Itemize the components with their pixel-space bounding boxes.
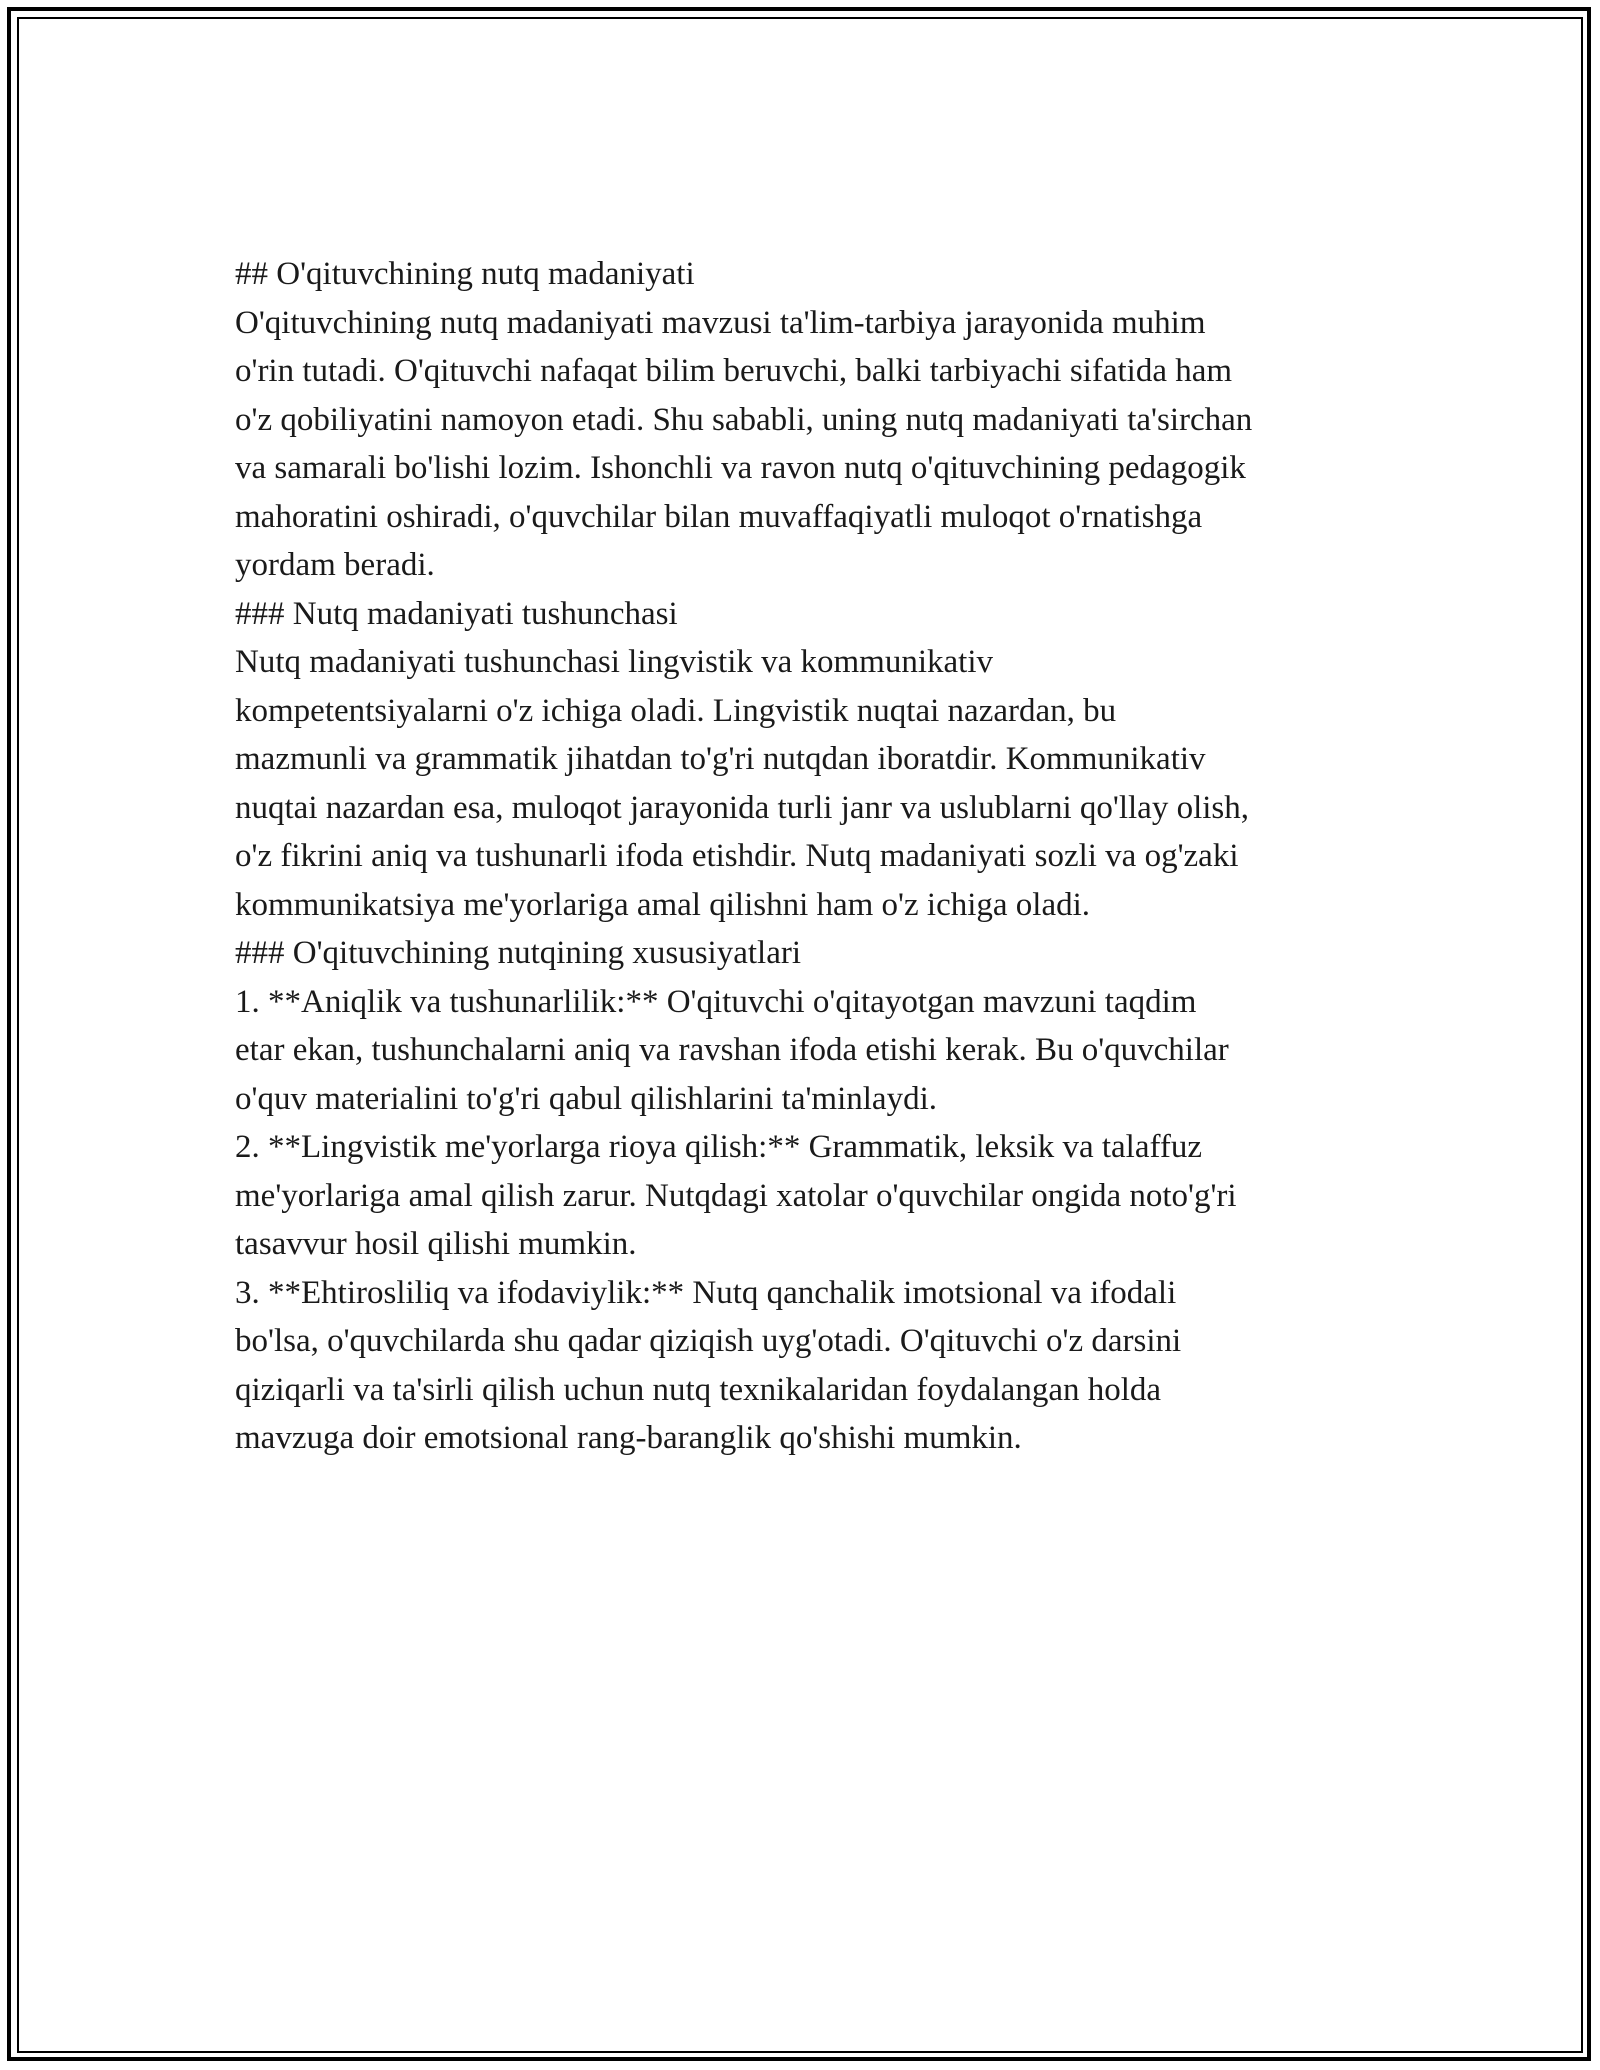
text-line: tasavvur hosil qilishi mumkin. bbox=[235, 1226, 637, 1262]
text-line: yordam beradi. bbox=[235, 547, 435, 583]
text-line: O'qituvchining nutq madaniyati mavzusi ta'lim-tarbiya jarayonida muhim bbox=[235, 304, 1206, 341]
list-item bbox=[235, 1269, 1375, 1463]
intro-paragraph bbox=[235, 299, 1375, 590]
text-line: mahoratini oshiradi, o'quvchilar bilan muvaffaqiyatli muloqot o'rnatishga bbox=[235, 498, 1203, 535]
heading-text: ### Nutq madaniyati tushunchasi bbox=[235, 595, 678, 632]
text-line: me'yorlariga amal qilish zarur. Nutqdagi xatolar o'quvchilar ongida noto'g'ri bbox=[235, 1177, 1237, 1214]
text-line: bo'lsa, o'quvchilarda shu qadar qiziqish uyg'otadi. O'qituvchi o'z darsini bbox=[235, 1323, 1182, 1359]
text-line: o'z qobiliyatini namoyon etadi. Shu sababli, uning nutq madaniyati ta'sirchan bbox=[235, 401, 1253, 438]
list-item bbox=[235, 1123, 1375, 1269]
text-line: 2. **Lingvistik me'yorlarga rioya qilish:** Grammatik, leksik va talaffuz bbox=[235, 1129, 1203, 1165]
text-line: mazmunli va grammatik jihatdan to'g'ri nutqdan iboratdir. Kommunikativ bbox=[235, 741, 1206, 777]
list-item bbox=[235, 978, 1375, 1124]
text-line: va samarali bo'lishi lozim. Ishonchli va ravon nutq o'qituvchining pedagogik bbox=[235, 450, 1246, 486]
text-line: 3. **Ehtirosliliq va ifodaviylik:** Nutq qanchalik imotsional va ifodali bbox=[235, 1274, 1177, 1311]
section-heading-concept bbox=[235, 590, 1375, 639]
text-line: kompetentsiyalarni o'z ichiga oladi. Lingvistik nuqtai nazardan, bu bbox=[235, 692, 1117, 729]
document-title bbox=[235, 250, 1375, 299]
text-line: 1. **Aniqlik va tushunarlilik:** O'qituvchi o'qitayotgan mavzuni taqdim bbox=[235, 983, 1197, 1020]
text-line: Nutq madaniyati tushunchasi lingvistik va kommunikativ bbox=[235, 644, 994, 680]
text-line: nuqtai nazardan esa, muloqot jarayonida turli janr va uslublarni qo'llay olish, bbox=[235, 789, 1250, 826]
text-line: o'rin tutadi. O'qituvchi nafaqat bilim beruvchi, balki tarbiyachi sifatida ham bbox=[235, 353, 1233, 389]
concept-paragraph bbox=[235, 638, 1375, 929]
heading-text: ### O'qituvchining nutqining xususiyatlari bbox=[235, 935, 801, 971]
text-line: kommunikatsiya me'yorlariga amal qilishni ham o'z ichiga oladi. bbox=[235, 886, 1091, 923]
section-heading-features bbox=[235, 929, 1375, 978]
title-text: ## O'qituvchining nutq madaniyati bbox=[235, 256, 695, 292]
text-line: qiziqarli va ta'sirli qilish uchun nutq texnikalaridan foydalangan holda bbox=[235, 1371, 1162, 1408]
text-line: mavzuga doir emotsional rang-baranglik qo'shishi mumkin. bbox=[235, 1420, 1022, 1456]
text-line: etar ekan, tushunchalarni aniq va ravshan ifoda etishi kerak. Bu o'quvchilar bbox=[235, 1032, 1229, 1068]
document-body bbox=[235, 250, 1375, 1463]
text-line: o'quv materialini to'g'ri qabul qilishlarini ta'minlaydi. bbox=[235, 1080, 937, 1117]
text-line: o'z fikrini aniq va tushunarli ifoda etishdir. Nutq madaniyati sozli va og'zaki bbox=[235, 838, 1239, 874]
